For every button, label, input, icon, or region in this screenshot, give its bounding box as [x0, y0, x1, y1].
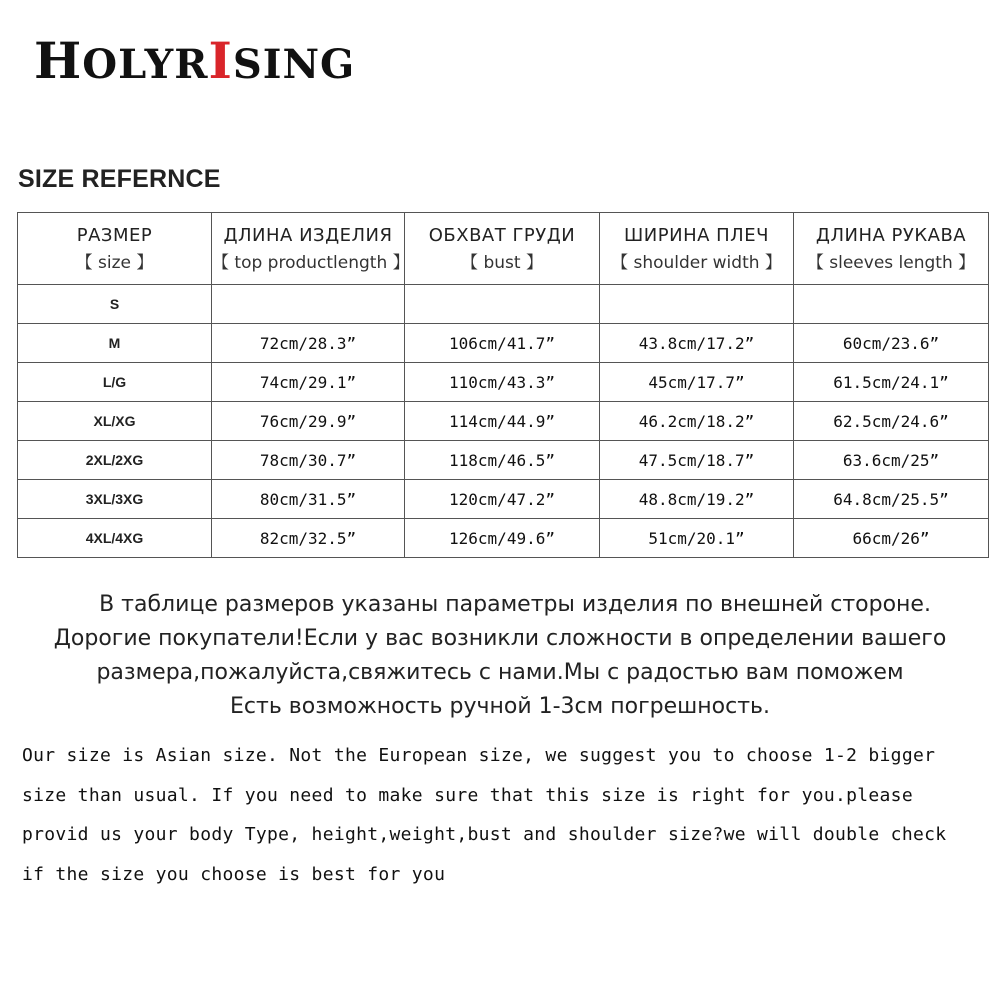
english-note-line: provid us your body Type, height,weight,bust and shoulder size?we will double check	[22, 824, 947, 845]
shoulder-cell: 43.8cm/17.2”	[600, 324, 794, 363]
russian-note-line: Есть возможность ручной 1-3см погрешность.	[230, 694, 770, 719]
header-length-en: 【 top productlength 】	[212, 252, 410, 273]
table-row	[18, 324, 989, 363]
brand-part-1: OLYR	[82, 41, 209, 88]
size-cell: XL/XG	[18, 402, 212, 441]
header-bust-en: 【 bust 】	[461, 252, 543, 273]
sleeve-cell: 62.5cm/24.6”	[794, 402, 989, 441]
sleeve-cell: 64.8cm/25.5”	[794, 480, 989, 519]
english-note-line: Our size is Asian size. Not the European size, we suggest you to choose 1-2 bigger	[22, 745, 936, 766]
russian-notes	[0, 588, 1000, 724]
header-bust-ru: ОБХВАТ ГРУДИ	[428, 224, 576, 246]
size-cell: M	[18, 324, 212, 363]
bust-cell: 118cm/46.5”	[405, 441, 600, 480]
size-cell: 2XL/2XG	[18, 441, 212, 480]
header-sleeve-en: 【 sleeves length 】	[806, 252, 976, 273]
russian-note-line: В таблице размеров указаны параметры изделия по внешней стороне.	[99, 592, 931, 617]
shoulder-cell: 48.8cm/19.2”	[600, 480, 794, 519]
size-table	[17, 212, 989, 558]
header-length	[212, 213, 410, 285]
shoulder-cell: 51cm/20.1”	[600, 519, 794, 558]
russian-note-line: размера,пожалуйста,свяжитесь с нами.Мы с радостью вам поможем	[96, 660, 904, 685]
header-shoulder-en: 【 shoulder width 】	[611, 252, 782, 273]
table-row	[18, 402, 989, 441]
brand-logo	[34, 31, 356, 90]
shoulder-cell: 47.5cm/18.7”	[600, 441, 794, 480]
english-notes	[22, 736, 982, 894]
sleeve-cell: 63.6cm/25”	[794, 441, 989, 480]
header-sleeve	[794, 213, 989, 285]
bust-cell: 114cm/44.9”	[405, 402, 600, 441]
english-note-line: size than usual. If you need to make sure that this size is right for you.please	[22, 784, 913, 806]
bust-cell: 126cm/49.6”	[405, 519, 600, 558]
size-cell: 4XL/4XG	[18, 519, 212, 558]
size-cell: S	[18, 285, 212, 324]
table-row	[18, 285, 989, 324]
length-cell: 78cm/30.7”	[212, 441, 405, 480]
length-cell: 80cm/31.5”	[212, 480, 405, 519]
brand-part-2: SING	[232, 41, 356, 88]
length-cell: 82cm/32.5”	[212, 519, 405, 558]
length-cell	[212, 285, 405, 324]
brand-red-letter: I	[208, 31, 233, 90]
sleeve-cell: 60cm/23.6”	[794, 324, 989, 363]
size-cell: 3XL/3XG	[18, 480, 212, 519]
length-cell: 72cm/28.3”	[212, 324, 405, 363]
bust-cell: 120cm/47.2”	[405, 480, 600, 519]
brand-first-letter: H	[34, 31, 83, 90]
table-row	[18, 363, 989, 402]
table-row	[18, 519, 989, 558]
shoulder-cell: 45cm/17.7”	[600, 363, 794, 402]
length-cell: 76cm/29.9”	[212, 402, 405, 441]
size-cell: L/G	[18, 363, 212, 402]
header-shoulder	[600, 213, 794, 285]
bust-cell: 110cm/43.3”	[405, 363, 600, 402]
header-bust	[405, 213, 600, 285]
length-cell: 74cm/29.1”	[212, 363, 405, 402]
header-size-en: 【 size 】	[75, 252, 154, 273]
section-title: SIZE REFERNCE	[18, 165, 221, 193]
russian-note-line: Дорогие покупатели!Если у вас возникли сложности в определении вашего	[53, 626, 947, 651]
shoulder-cell: 46.2cm/18.2”	[600, 402, 794, 441]
sleeve-cell: 61.5cm/24.1”	[794, 363, 989, 402]
sleeve-cell	[794, 285, 989, 324]
table-row	[18, 441, 989, 480]
sleeve-cell: 66cm/26”	[794, 519, 989, 558]
table-header-row	[18, 213, 989, 285]
english-note-line: if the size you choose is best for you	[22, 863, 446, 885]
header-size-ru: РАЗМЕР	[76, 224, 153, 246]
header-length-ru: ДЛИНА ИЗДЕЛИЯ	[223, 224, 393, 246]
table-row	[18, 480, 989, 519]
shoulder-cell	[600, 285, 794, 324]
header-size	[18, 213, 212, 285]
header-sleeve-ru: ДЛИНА РУКАВА	[815, 224, 967, 246]
header-shoulder-ru: ШИРИНА ПЛЕЧ	[624, 224, 769, 246]
bust-cell	[405, 285, 600, 324]
bust-cell: 106cm/41.7”	[405, 324, 600, 363]
